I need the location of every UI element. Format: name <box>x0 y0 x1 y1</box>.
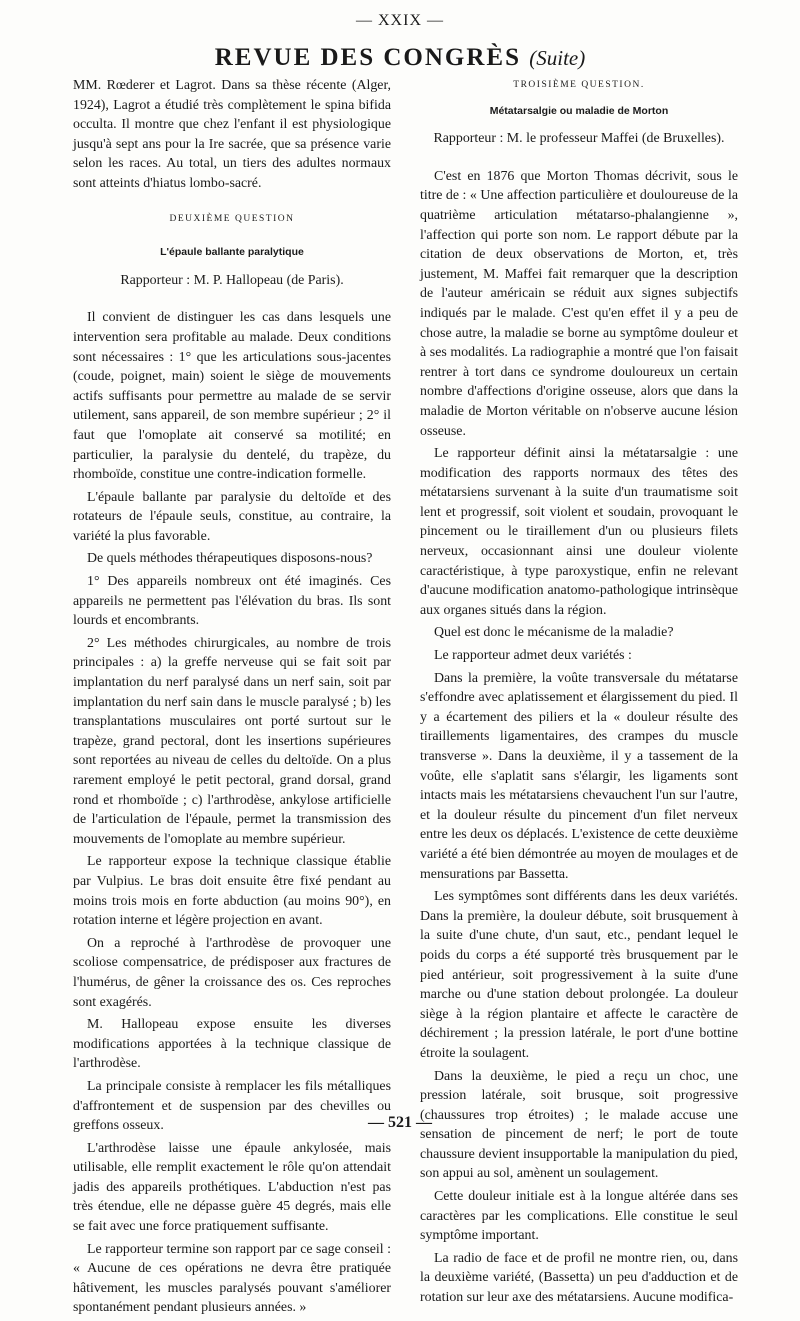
body-paragraph: Le rapporteur expose la technique classique établie par Vulpius. Le bras doit ensuite être fixé pendant au moins trois mois en forte abduction (au moins 90°), en rotation interne et légère projection en avant. <box>73 854 391 929</box>
body-paragraph: L'arthrodèse laisse une épaule ankylosée, mais utilisable, elle remplit exactement le rôle qu'on attendait jadis des appareils prothétiques. L'abduction n'est pas très étendue, elle ne dépasse guère 45 degrés, mais elle se fait avec une force pratiquement suffisante. <box>73 1140 391 1235</box>
rapporteur-line: Rapporteur : M. P. Hallopeau (de Paris). <box>120 272 344 288</box>
page-folio: — XXIX — <box>356 12 444 29</box>
body-paragraph: Dans la première, la voûte transversale du métatarse s'effondre avec aplatissement et élargissement du pied. Il y a écartement des piliers et la « douleur résulte des tiraillements ligamentaires, des crampes du muscle transverse ». Dans la deuxième, il y a tassement de la voûte, elle s'aplatit sans s'élargir, les ligaments sont intacts mais les métatarsiens chevauchent l'un sur l'autre, et la douleur résulte du pincement d'un filet nerveux entre les deux os déplacés. L'existence de cette deuxième variété a été bien démontrée au moyen de moulages et de mensurations par Bassetta. <box>420 670 738 882</box>
page-number: — 521 — <box>368 1114 432 1131</box>
body-paragraph: L'épaule ballante par paralysie du deltoïde et des rotateurs de l'épaule seuls, constitue, au contraire, la variété la plus favorable. <box>73 489 391 544</box>
rapporteur-line: Rapporteur : M. le professeur Maffei (de Bruxelles). <box>433 131 725 147</box>
body-paragraph: Le rapporteur définit ainsi la métatarsalgie : une modification des rapports normaux des têtes des métatarsiens survenant à la suite d'un traumatisme soit lent et progressif, soit violent et soudain, provoquant le pincement ou le tiraillement d'un ou plusieurs filets nerveux, occasionnant ainsi une douleur violente caractéristique, à type paroxystique, enfin ne relevant d'aucune modification anatomo-pathologique intrinsèque aux organes situés dans la région. <box>420 446 738 618</box>
title-suite: (Suite) <box>529 46 586 70</box>
body-paragraph: Quel est donc le mécanisme de la maladie? <box>434 625 674 641</box>
body-paragraph: On a reproché à l'arthrodèse de provoquer une scoliose compensatrice, de prédisposer aux fractures de l'humérus, de gêner la croissance des os. Ces reproches sont exagérés. <box>73 935 391 1010</box>
body-paragraph: Le rapporteur admet deux variétés : <box>434 648 632 664</box>
body-paragraph: Il convient de distinguer les cas dans lesquels une intervention sera profitable au malade. Deux conditions sont nécessaires : 1° que les articulations sous-jacentes (coude, poignet, main) soient le siège de mouvements actifs suffisants pour permettre au malade de se servir utilement, sans appareil, de son membre supérieur ; 2° il faut que l'omoplate ait conservé sa motilité; en particulier, la paralysie du dentelé, du trapèze, du rhomboïde, constitue une contre-indication formelle. <box>73 310 391 483</box>
body-paragraph: Le rapporteur termine son rapport par ce sage conseil : « Aucune de ces opérations ne devra être pratiquée hâtivement, les muscles paralysés pouvant s'améliorer spontanément pendant plusieurs années. » <box>73 1241 391 1316</box>
body-paragraph: 1° Des appareils nombreux ont été imaginés. Ces appareils ne permettent pas l'élévation du bras. Ils sont lourds et encombrants. <box>73 574 391 629</box>
question-heading: DEUXIÈME QUESTION <box>169 213 295 224</box>
body-paragraph: La radio de face et de profil ne montre rien, ou, dans la deuxième variété, (Bassetta) un peu d'adduction et de rotation sur leur axe des métatarsiens. Aucune modifica- <box>420 1250 738 1306</box>
section-title: Métatarsalgie ou maladie de Morton <box>489 104 669 117</box>
question-heading: TROISIÈME QUESTION. <box>513 80 645 90</box>
body-paragraph: 2° Les méthodes chirurgicales, au nombre de trois principales : a) la greffe nerveuse qui se fait soit par implantation du nerf paralysé dans un nerf sain, soit par implantation du nerf sain dans le muscle paralysé ; b) les transplantations musculaires ont porté surtout sur le trapèze, grand pectoral, dont les insertions supérieures sont reportées au niveau de celles du deltoïde. On a plus rarement employé le petit pectoral, grand dorsal, grand rond et rhomboïde ; c) l'arthrodèse, ankylose artificielle de l'articulation de l'épaule, permet la transmission des mouvements de l'omoplate au membre supérieur. <box>73 635 391 847</box>
title-text: REVUE DES CONGRÈS <box>214 44 522 71</box>
body-paragraph: La principale consiste à remplacer les fils métalliques d'affrontement et de suspension par des chevilles ou greffons osseux. <box>73 1078 391 1134</box>
body-paragraph: Dans la deuxième, le pied a reçu un choc, une pression latérale, soit brusque, soit progressive (chaussures trop étroites) ; le malade accuse une sensation de pincement de nerf; le port de toute chaussure devient insupportable la manipulation du pied, son appui au sol, amènent un soulagement. <box>420 1068 738 1182</box>
section-title: L'épaule ballante paralytique <box>160 246 304 259</box>
page-title <box>0 44 800 72</box>
body-paragraph: M. Hallopeau expose ensuite les diverses modifications apportées à la technique classique de l'arthrodèse. <box>73 1017 391 1072</box>
body-paragraph: De quels méthodes thérapeutiques disposons-nous? <box>87 551 373 567</box>
intro-paragraph: MM. Rœderer et Lagrot. Dans sa thèse récente (Alger, 1924), Lagrot a étudié très complètement le spina bifida occulta. Il montre que chez l'enfant il est physiologique jusqu'à sept ans pour la Ire sacrée, que sa présence varie selon les races. Au total, un tiers des adultes normaux sont atteints d'hiatus lombo-sacré. <box>73 78 391 191</box>
body-paragraph: Les symptômes sont différents dans les deux variétés. Dans la première, la douleur débute, soit brusquement à la suite d'une chute, d'un saut, etc., pendant lequel le poids du corps a été supporté très brusquement par le pied antérieur, soit progressivement à la suite d'une marche ou d'une station debout prolongée. La douleur siège à la région plantaire et affecte le caractère de déchirement ; la pression latérale, le port d'une bottine étroite la soulagent. <box>420 889 738 1061</box>
left-column <box>73 76 391 1321</box>
body-paragraph: C'est en 1876 que Morton Thomas décrivit, sous le titre de : « Une affection particulière et douloureuse de la quatrième articulation métatarso-phalangienne », l'affection qui porte son nom. Le rapport débute par la citation de deux observations de Morton, et, très justement, M. Maffei fait remarquer que la description de l'auteur américain se réduit aux signes subjectifs indiqués par le malade. C'est qu'en effet il y a peu de chose autre, la maladie se borne au symptôme douleur et à ses modalités. La radiographie a montré que l'on faisait rentrer à tort dans ce syndrome douloureux un certain nombre d'affections d'origine osseuse, alors que dans la maladie de Morton véritable on n'observe aucune lésion osseuse. <box>420 168 738 439</box>
body-paragraph: Cette douleur initiale est à la longue altérée dans ses caractères par les complications. Elle constitue le seul symptôme important. <box>420 1189 738 1244</box>
